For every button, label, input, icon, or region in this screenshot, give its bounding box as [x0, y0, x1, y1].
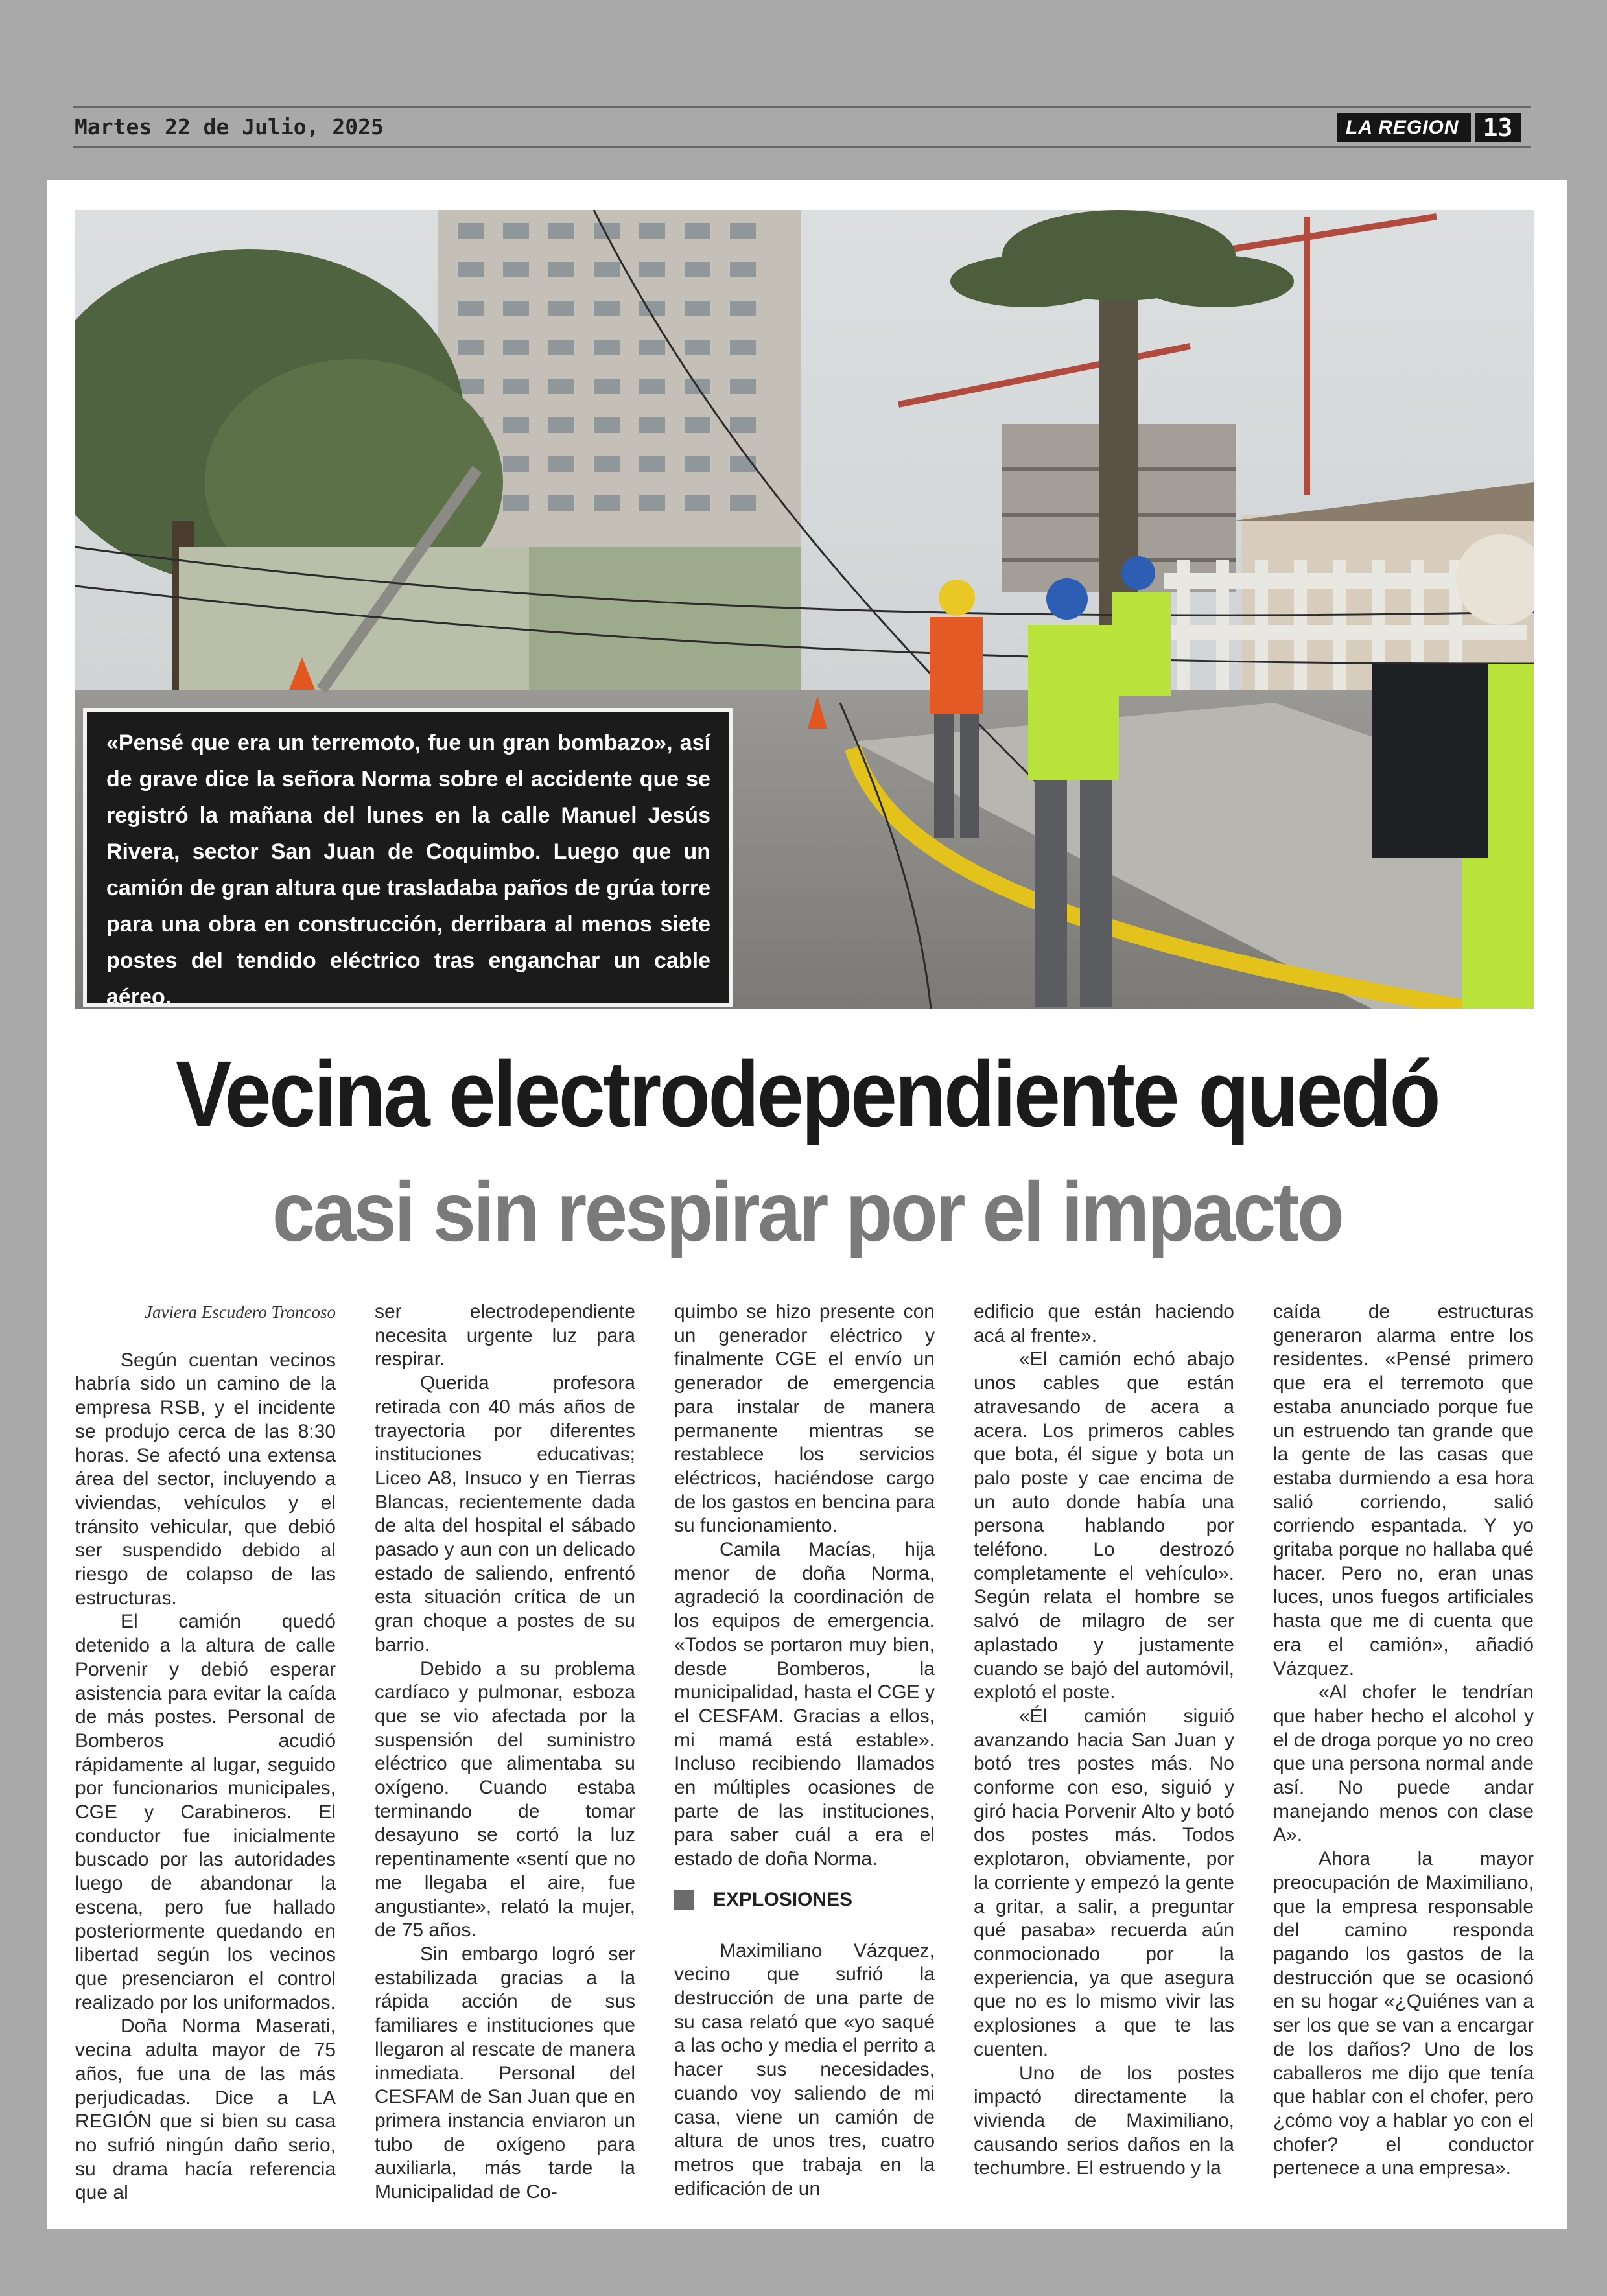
paragraph: Ahora la mayor preocupación de Maximiliano, que la empresa responsable del camino responda pagando los gastos de la destrucción que se ocasionó en su hogar «¿Quiénes van a ser los que se van a encargar de los daños? Uno de los caballeros me dijo que tenía que hablar con el chofer, pero ¿cómo voy a hablar yo con el chofer? el conductor pertenece a una empresa».: [1273, 1848, 1534, 2179]
paragraph: Maximiliano Vázquez, vecino que sufrió la destrucción de una parte de su casa relató que «yo saqué a las ocho y media el perrito a hacer sus necesidades, cuando voy saliendo de mi casa, viene un camión de altura de unos tres, cuatro metros que trabaja en la edificación de un: [674, 1939, 935, 2199]
section-square-icon: [674, 1890, 694, 1910]
brand-logo: LA REGION: [1337, 113, 1471, 142]
column-1: [75, 1300, 336, 2205]
photo-caption: «Pensé que era un terremoto, fue un gran bombazo», así de grave dice la señora Norma sobre el accidente que se registró la mañana del lunes en la calle Manuel Jesús Rivera, sector San Juan de Coquimbo. Luego que un camión de gran altura que trasladaba paños de grúa torre para una obra en construcción, derribara al menos siete postes del tendido eléctrico tras enganchar un cable aéreo.: [83, 708, 733, 1007]
header-top-rule: [73, 106, 1531, 108]
column-5: [1273, 1300, 1534, 2181]
headline-line-1: Vecina electrodependiente quedó: [175, 1042, 1439, 1146]
newspaper-brand: [1337, 112, 1527, 143]
paragraph: «Él camión siguió avanzando hacia San Juan y botó tres postes más. No conforme con eso, siguió y giró hacia Porvenir Alto y botó dos postes más. Todos explotaron, obviamente, por la corriente y empezó la gente a gritar, a salir, a preguntar qué pasaba» recuerda aún conmocionado por la experiencia, ya que asegura que no es lo mismo vivir las explosiones a que te las cuenten.: [974, 1705, 1234, 2060]
page-number: 13: [1475, 113, 1521, 142]
paragraph: «El camión echó abajo unos cables que están atravesando de acera a acera. Los primeros cables que bota, él sigue y bota un palo poste y cae encima de un auto donde había una persona hablando por teléfono. Lo destrozó completamente el vehículo». Según relata el hombre se salvó de milagro de ser aplastado y justamente cuando se bajó del automóvil, explotó el poste.: [974, 1348, 1234, 1704]
paragraph: caída de estructuras generaron alarma entre los residentes. «Pensé primero que era el terremoto que estaba anunciado porque fue un estruendo tan grande que la gente de las casas que estaba durmiendo a esa hora salió corriendo, salió corriendo espantada. Y yo gritaba porque no hallaba qué hacer. Pero no, eran unas luces, unos fuegos artificiales hasta que me di cuenta que era el camión», añadió Vázquez.: [1273, 1301, 1534, 1680]
column-2: [375, 1300, 635, 2205]
paragraph: quimbo se hizo presente con un generador eléctrico y finalmente CGE el envío un generador de emergencia para instalar de manera permanente mientras se restablece los servicios eléctricos, haciéndose cargo de los gastos en bencina para su funcionamiento.: [674, 1301, 935, 1537]
column-4: [974, 1300, 1234, 2181]
paragraph: «Al chofer le tendrían que haber hecho el alcohol y el de droga porque yo no creo que una persona normal ande así. No puede andar manejando menos con clase A».: [1273, 1681, 1534, 1846]
column-3: [674, 1300, 935, 2201]
headline-line-2: casi sin respirar por el impacto: [272, 1164, 1343, 1259]
paragraph: Doña Norma Maserati, vecina adulta mayor de 75 años, fue una de las más perjudicadas. Dice a LA REGIÓN que si bien su casa no sufrió ningún daño serio, su drama hacía referencia que al: [75, 2015, 336, 2204]
paragraph: Querida profesora retirada con 40 más años de trayectoria por diferentes instituciones educativas; Liceo A8, Insuco y en Tierras Blancas, recientemente dada de alta del hospital el sábado pasado y aun con un delicado estado de saliendo, enfrentó esta situación crítica de un gran choque a postes de su barrio.: [375, 1372, 635, 1656]
newspaper-page: [47, 180, 1567, 2229]
paragraph: El camión quedó detenido a la altura de calle Porvenir y debió esperar asistencia para evitar la caída de más postes. Personal de Bomberos acudió rápidamente al lugar, seguido por funcionarios municipales, CGE y Carabineros. El conductor fue inicialmente buscado por las autoridades luego de abandonar la escena, pero fue hallado posteriormente quedando en libertad según los vecinos que presenciaron el control realizado por los uniformados.: [75, 1611, 336, 2013]
paragraph: edificio que están haciendo acá al frente».: [974, 1301, 1234, 1346]
paragraph: Uno de los postes impactó directamente la vivienda de Maximiliano, causando serios daños en la techumbre. El estruendo y la: [974, 2062, 1234, 2179]
section-heading-text: EXPLOSIONES: [713, 1888, 853, 1910]
paragraph: Sin embargo logró ser estabilizada gracias a la rápida acción de sus familiares e instituciones que llegaron al rescate de manera inmediata. Personal del CESFAM de San Juan que en primera instancia enviaron un tubo de oxígeno para auxiliarla, más tarde la Municipalidad de Co-: [375, 1943, 635, 2203]
paragraph: ser electrodependiente necesita urgente luz para respirar.: [375, 1301, 635, 1370]
section-heading: [674, 1888, 935, 1912]
paragraph: Según cuentan vecinos habría sido un camino de la empresa RSB, y el incidente se produjo cerca de las 8:30 horas. Se afectó una extensa área del sector, incluyendo a viviendas, vehículos y el tránsito vehicular, que debió ser suspendido debido al riesgo de colapso de las estructuras.: [75, 1349, 336, 1609]
paragraph: Camila Macías, hija menor de doña Norma, agradeció la coordinación de los equipos de emergencia. «Todos se portaron muy bien, desde Bomberos, la municipalidad, hasta el CGE y el CESFAM. Gracias a ellos, mi mamá está estable». Incluso recibiendo llamados en múltiples ocasiones de parte de las instituciones, para saber cuál a era el estado de doña Norma.: [674, 1539, 935, 1870]
header-date: Martes 22 de Julio, 2025: [75, 114, 384, 139]
byline: Javiera Escudero Troncoso: [145, 1302, 336, 1322]
header-bottom-rule: [73, 146, 1531, 148]
article-body: [75, 1300, 1534, 2208]
paragraph: Debido a su problema cardíaco y pulmonar, esboza que se vio afectada por la suspensión del suministro eléctrico que alimentaba su oxígeno. Cuando estaba terminando de tomar desayuno se cortó la luz repentinamente «sentí que no me llegaba el aire, fue angustiante», relató la mujer, de 75 años.: [375, 1658, 635, 1941]
